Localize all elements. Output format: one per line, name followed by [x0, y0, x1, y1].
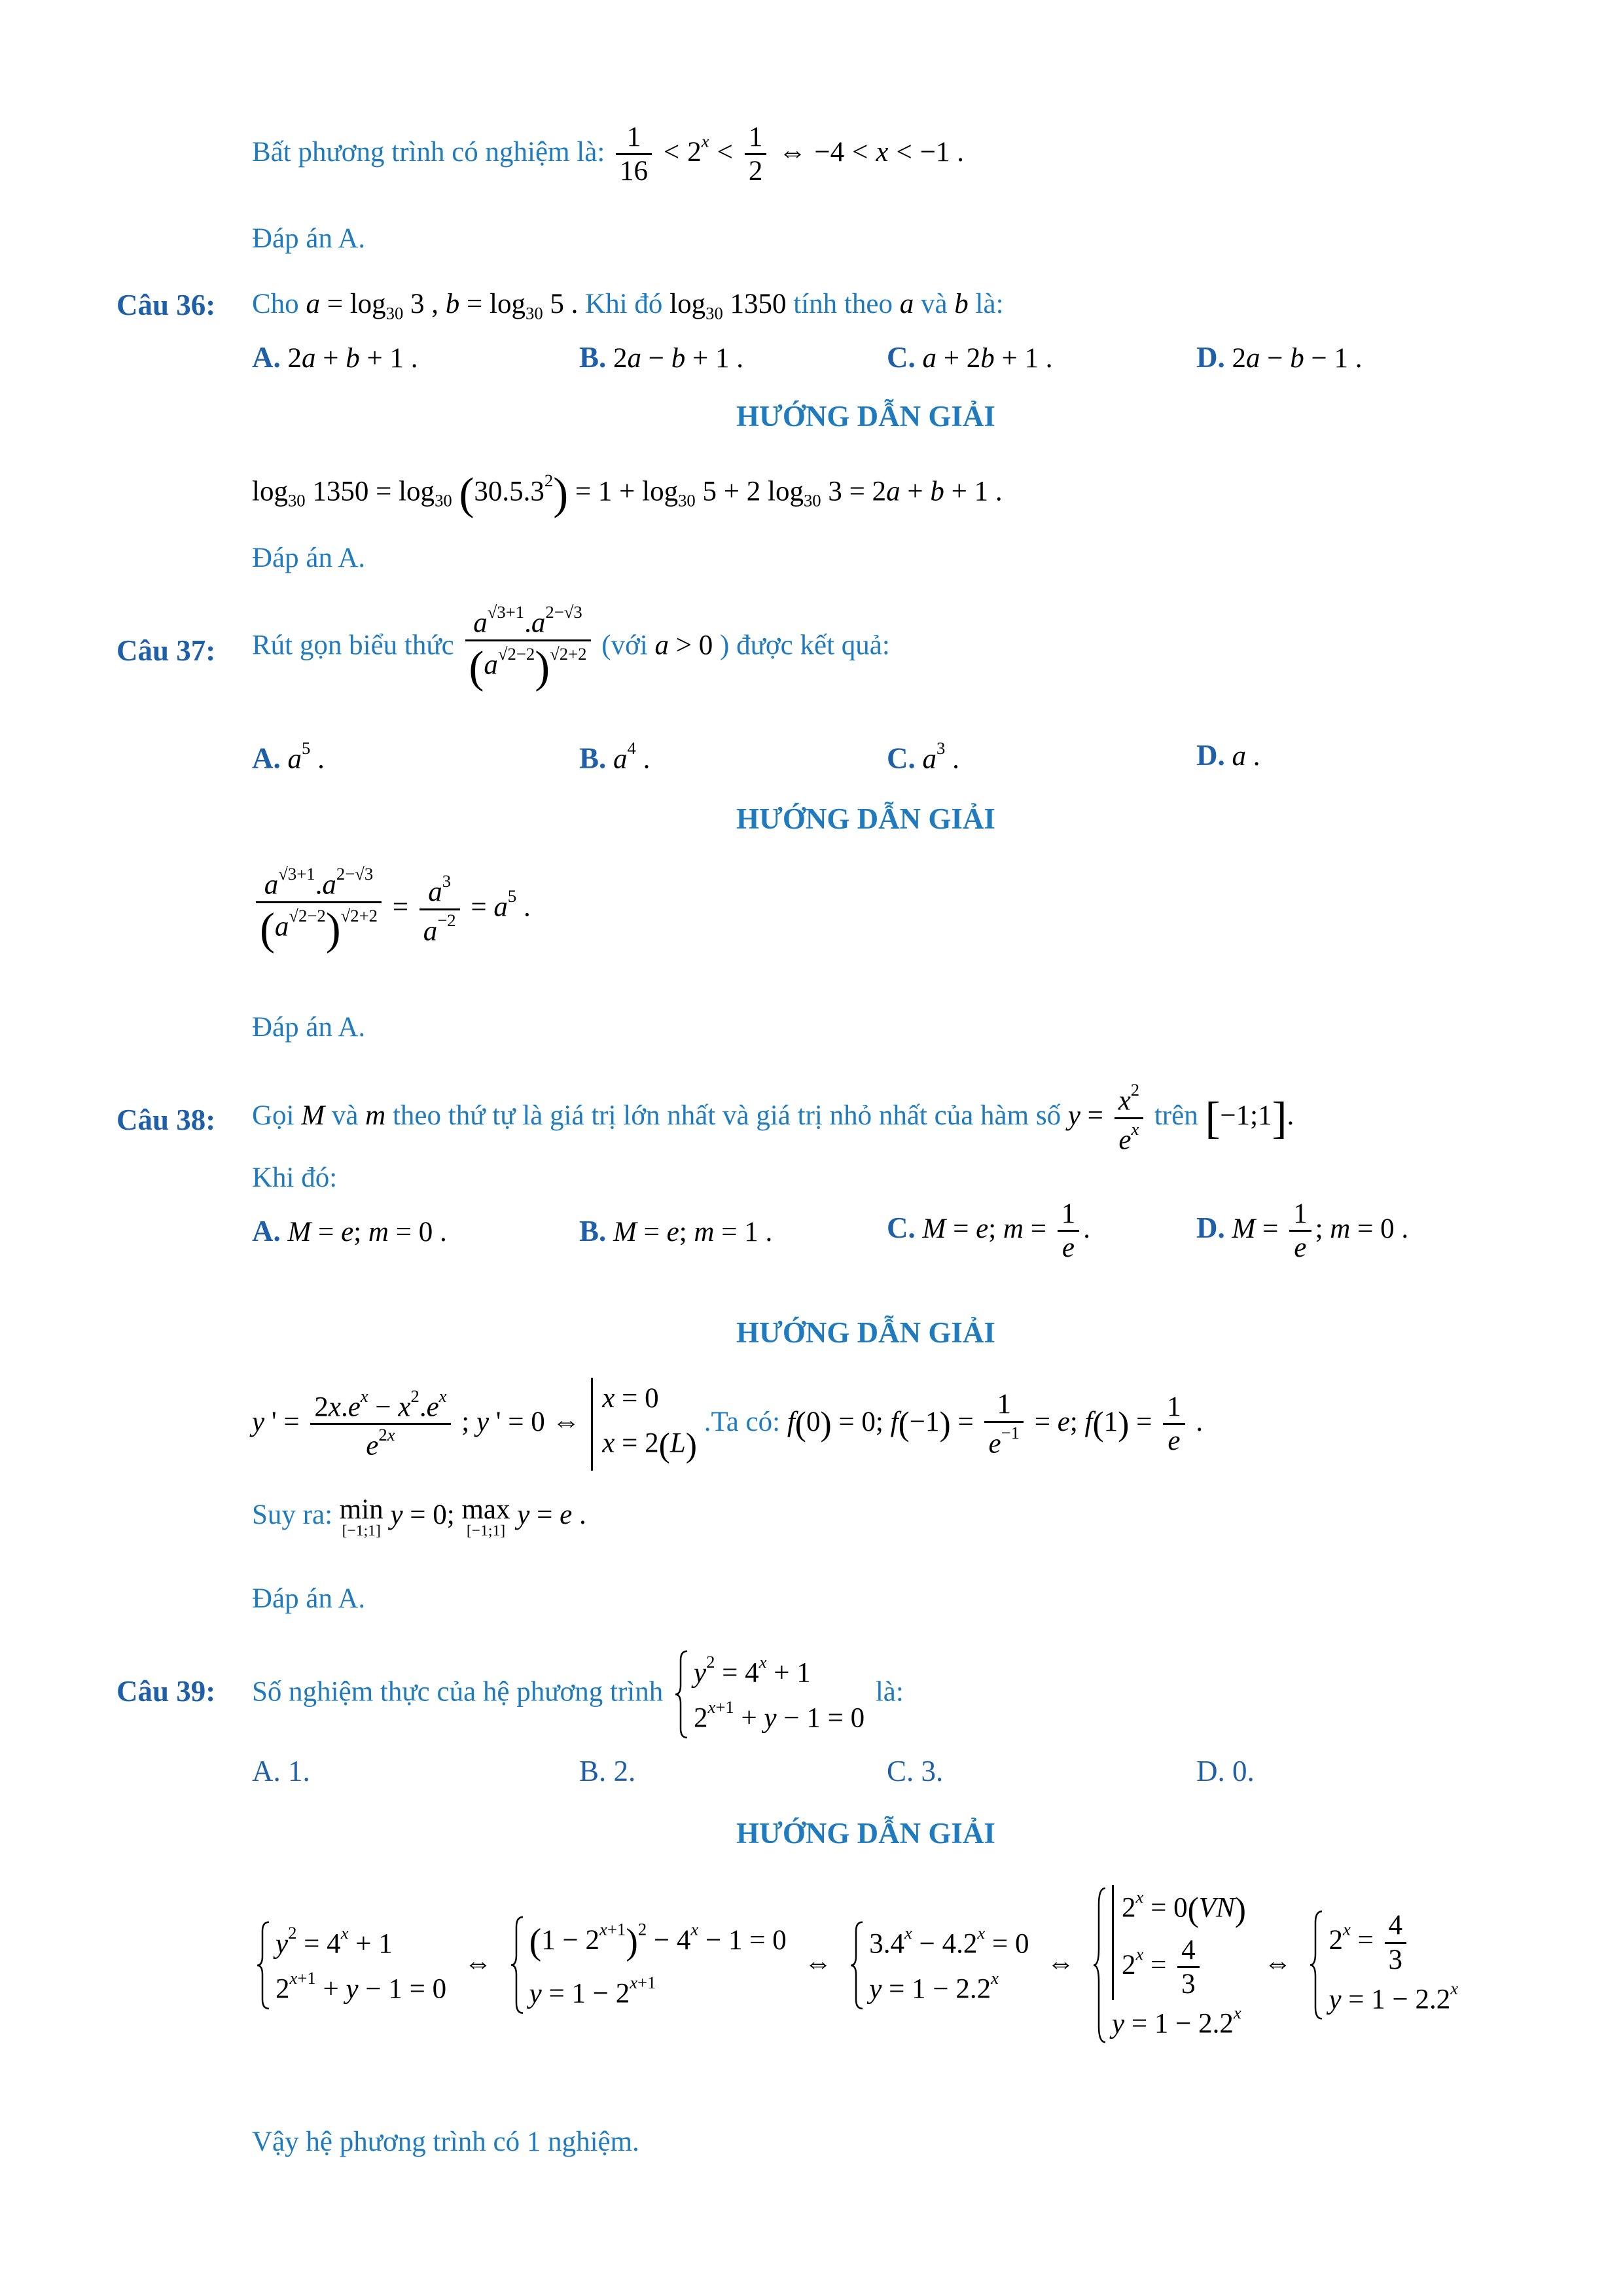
q37-answer: Đáp án A.: [252, 1012, 366, 1043]
q36-label: Câu 36:: [116, 289, 216, 321]
q36-guide-heading: HƯỚNG DẪN GIẢI: [736, 400, 995, 433]
q38-guide-heading: HƯỚNG DẪN GIẢI: [736, 1316, 995, 1349]
q38-solution-minmax: Suy ra: min [−1;1] y = 0; max [−1;1] y = e .: [252, 1494, 586, 1539]
q38-stem-part: và: [331, 1100, 359, 1132]
q39-conclusion: Vậy hệ phương trình có 1 nghiệm.: [252, 2126, 639, 2157]
q36-option-c[interactable]: C. a + 2b + 1 .: [887, 341, 1053, 374]
q37-option-a[interactable]: A. $a^5$ .: [252, 738, 325, 775]
option-letter: C.: [887, 1211, 916, 1244]
q37-guide-heading: HƯỚNG DẪN GIẢI: [736, 802, 995, 835]
q38-option-d[interactable]: D. M = $\frac{1}{e}$ ; m = 0 .: [1196, 1198, 1409, 1264]
q38-stem-part: trên: [1154, 1100, 1198, 1132]
q38-solution-derivative: y ' = $\frac{2x.e^x - x^2.e^x}{e^{2x}}$ ; y ' = 0 ⇔ x = 0 x = 2(L) .Ta có: f(0) = 0; f(−1) = $\frac{1}{e^{-1}}$ = e; f(1) = $\frac{1}{e}$ .: [252, 1378, 1203, 1471]
q37-option-c[interactable]: C. $a^3$ .: [887, 738, 959, 775]
q35-answer: Đáp án A.: [252, 223, 366, 254]
q37-stem-part: (với: [601, 630, 648, 661]
q36-option-d[interactable]: D. 2a − b − 1 .: [1196, 341, 1363, 374]
q36-solution: $\log_{30} 1350 = \log_{30} (30.5.3^2) = 1 + \log_{30} 5 + 2$ $\log_{30} 3 = 2a + b + 1$ .: [252, 469, 1003, 518]
q38-stem-khi-do: Khi đó:: [252, 1162, 338, 1193]
q35-conclusion-line: [252, 121, 964, 188]
option-letter: B.: [579, 742, 607, 775]
q39-guide-heading: HƯỚNG DẪN GIẢI: [736, 1817, 995, 1850]
q36-option-a[interactable]: A. 2a + b + 1 .: [252, 341, 418, 374]
option-text: C. 3.: [887, 1755, 944, 1787]
q37-option-b[interactable]: B. $a^4$ .: [579, 738, 651, 775]
q39-option-d[interactable]: [1196, 1754, 1255, 1788]
q39-stem-part: là:: [875, 1676, 904, 1708]
q37-label: Câu 37:: [116, 634, 216, 667]
q35-inequality: $\frac{1}{16}$ < $2^x$ < $\frac{1}{2}$ ⇔ −4 < x < −1 .: [612, 137, 964, 168]
q35-conclusion-text: Bất phương trình có nghiệm là:: [252, 136, 605, 168]
q37-expression: $\frac{a^{√3+1}.a^{2-√3}}{(a^{√2-2})^{√2+2}}$: [465, 602, 591, 693]
option-letter: C.: [887, 341, 916, 374]
q38-stem-part: Gọi: [252, 1100, 294, 1132]
q39-option-c[interactable]: [887, 1754, 943, 1788]
q37-stem: Rút gọn biểu thức $\frac{a^{√3+1}.a^{2-√3}}{(a^{√2-2})^{√2+2}}$ (với a > 0 ) được kết quả:: [252, 602, 890, 693]
q36-stem-part: tính theo: [793, 289, 893, 319]
option-letter: A.: [252, 1215, 281, 1247]
option-text: D. 0.: [1196, 1755, 1255, 1787]
q39-label: Câu 39:: [116, 1675, 216, 1708]
q39-option-a[interactable]: [252, 1754, 310, 1788]
option-letter: A.: [252, 341, 281, 374]
q36-stem-part: và: [920, 289, 948, 319]
q39-stem-part: Số nghiệm thực của hệ phương trình: [252, 1676, 664, 1708]
q36-stem-part: Khi đó: [585, 289, 663, 319]
q37-option-d[interactable]: D. a .: [1196, 739, 1260, 772]
option-letter: D.: [1196, 341, 1225, 374]
option-letter: D.: [1196, 1211, 1225, 1244]
q38-option-c[interactable]: C. M = e; m = $\frac{1}{e}$ .: [887, 1198, 1090, 1264]
q37-solution: $\frac{a^{√3+1}.a^{2-√3}}{(a^{√2-2})^{√2+2}}$ = $\frac{a^3}{a^{-2}}$ = $a^5$ .: [252, 864, 531, 955]
option-letter: D.: [1196, 739, 1225, 772]
q36-stem-part: là:: [975, 289, 1004, 319]
q38-label: Câu 38:: [116, 1103, 216, 1136]
option-letter: A.: [252, 742, 281, 775]
q39-option-b[interactable]: [579, 1754, 635, 1788]
option-text: B. 2.: [579, 1755, 636, 1787]
q39-stem: Số nghiệm thực của hệ phương trình $y^2 = 4^x + 1$ $2^{x+1} + y - 1 = 0$ là:: [252, 1649, 904, 1740]
q38-suy-ra: Suy ra:: [252, 1499, 333, 1531]
q36-stem: Cho $a = \log_{30} 3$ , $b = \log_{30} 5$ . Khi đó $\log_{30} 1350$ tính theo a và b là:: [252, 289, 1004, 323]
q39-solution: $y^2 = 4^x + 1$ $2^{x+1} + y - 1 = 0$ ⇔ $(1 - 2^{x+1})^2 - 4^x - 1 = 0$ $y = 1 - 2^{x+1}$ ⇔ $3.4^x - 4.2^x = 0$ $y = 1 - 2.2^x$ ⇔ $2^x = 0(VN)$ $2^x$ = $\frac{4}{3}$ $y = 1 - 2.2^x$ ⇔ $2^x$ = $\frac{4}{3}$ $y = 1 - 2.2^x$: [252, 1885, 1462, 2045]
q37-stem-part: ) được kết quả:: [720, 630, 890, 661]
q38-answer: Đáp án A.: [252, 1583, 366, 1614]
q38-ta-co: .Ta có:: [704, 1406, 781, 1437]
q36-option-b[interactable]: B. 2a − b + 1 .: [579, 341, 744, 374]
option-letter: B.: [579, 1215, 607, 1247]
q37-stem-part: Rút gọn biểu thức: [252, 630, 454, 661]
q38-stem: Gọi M và m theo thứ tự là giá trị lớn nhất và giá trị nhỏ nhất của hàm số y = $\frac{x^2}{e^x}$ trên [−1;1].: [252, 1080, 1294, 1156]
q38-stem-part: theo thứ tự là giá trị lớn nhất và giá trị nhỏ nhất của hàm số: [392, 1100, 1061, 1132]
q36-stem-part: Cho: [252, 289, 299, 319]
q36-answer: Đáp án A.: [252, 543, 366, 573]
q38-option-b[interactable]: B. M = e; m = 1 .: [579, 1215, 773, 1247]
option-letter: B.: [579, 341, 607, 374]
q38-option-a[interactable]: A. M = e; m = 0 .: [252, 1215, 447, 1247]
option-text: A. 1.: [252, 1755, 310, 1787]
option-letter: C.: [887, 742, 916, 775]
